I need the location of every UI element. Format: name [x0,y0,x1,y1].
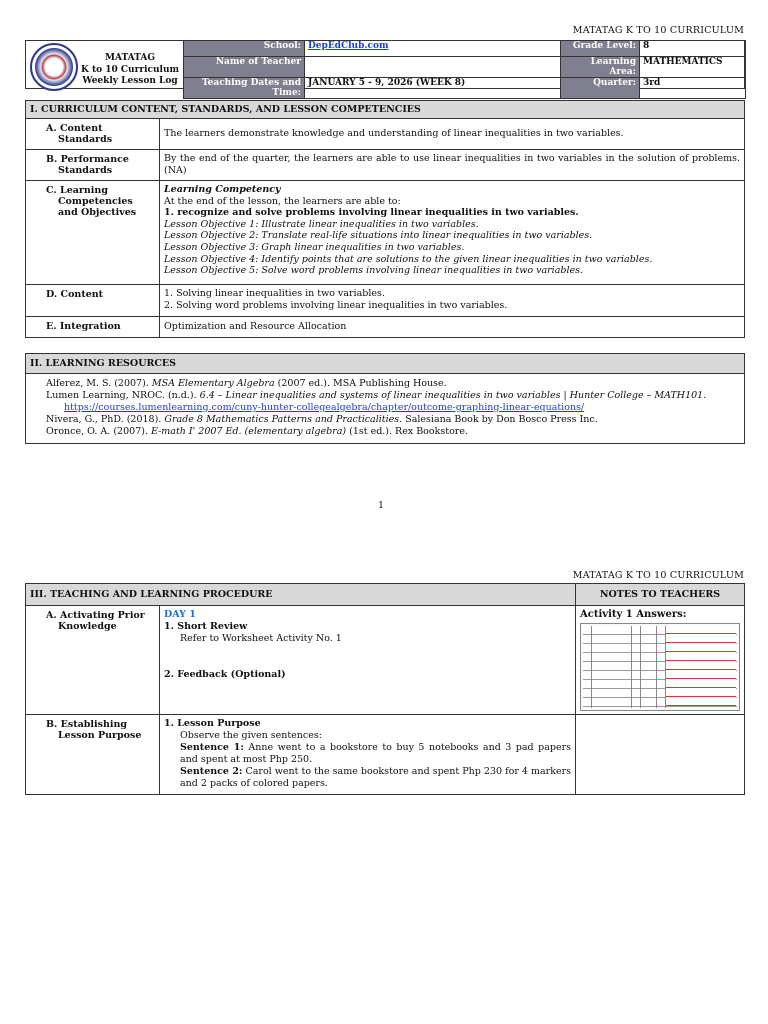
lesson-purpose-heading: 1. Lesson Purpose [164,717,261,729]
content-standards-label [26,119,160,150]
short-review: 1. Short Review [164,621,248,632]
answer-key-image [580,623,740,711]
lesson-objective-4: Lesson Objective 4: Identify points that are solutions to the given linear inequalities in two variables. [164,253,653,265]
sentence-2-label: Sentence 2: [180,765,243,777]
lesson-objective-2: Lesson Objective 2: Translate real-life situations into linear inequalities in two variables. [164,230,593,242]
resource-4-title: E-math I' 2007 Ed. (elementary algebra) [150,426,347,437]
section-3-table [25,583,745,795]
activating-cell [160,606,576,715]
competency-item: 1. recognize and solve problems involving linear inequalities in two variables. [164,207,579,219]
teacher-value [305,57,561,78]
competencies-label-line3: and Objectives [58,207,137,218]
resource-4 [46,426,740,438]
logo-title-line2: K to 10 Curriculum [80,64,180,75]
section-3-title: III. TEACHING AND LEARNING PROCEDURE [26,584,576,606]
section-1-title: I. CURRICULUM CONTENT, STANDARDS, AND LESSON COMPETENCIES [26,101,745,119]
performance-standards-label-line1: B. Performance [46,154,129,165]
resource-1-publisher: (2007 ed.). MSA Publishing House. [274,378,447,389]
integration-text: Optimization and Resource Allocation [160,317,745,338]
feedback-item: 2. Feedback (Optional) [164,669,286,680]
sentence-2 [164,766,571,790]
resource-3-author: Nivera, G., PhD. (2018). [46,414,165,425]
section-2-table [25,353,745,444]
area-label: Learning Area: [561,57,640,78]
deped-seal-icon [30,43,78,91]
content-item-2: 2. Solving word problems involving linear inequalities in two variables. [164,299,508,311]
resource-2-link-row[interactable] [46,402,740,414]
resource-3-publisher: . Salesiana Book by Don Bosco Press Inc. [399,414,598,425]
activating-label-line1: A. Activating Prior [46,610,145,621]
resource-2-author: Lumen Learning, NROC. (n.d.). [46,390,200,401]
quarter-value: 3rd [640,78,746,99]
performance-standards-label [26,150,160,181]
curriculum-tag: MATATAG K TO 10 CURRICULUM [572,25,744,36]
header-table [183,40,746,99]
day-label: DAY 1 [164,609,196,620]
content-cell [160,285,745,317]
resource-1 [46,378,740,390]
resource-4-publisher: (1st ed.). Rex Bookstore. [346,426,468,437]
competencies-label [26,181,160,285]
curriculum-tag-page-2: MATATAG K TO 10 CURRICULUM [572,570,744,581]
resources-cell [26,374,745,444]
establishing-cell [160,714,576,794]
content-item-1: 1. Solving linear inequalities in two variables. [164,288,385,299]
quarter-label: Quarter: [561,78,640,99]
teacher-label: Name of Teacher [184,57,305,78]
resource-2-title: 6.4 – Linear inequalities and systems of linear inequalities in two variables | Hunter College – MATH101. [199,390,707,401]
sentence-2-text: Carol went to the same bookstore and spent Php 230 for 4 markers and 2 packs of colored papers. [180,765,571,789]
competencies-label-line2: Competencies [58,196,133,207]
dates-value: JANUARY 5 - 9, 2026 (WEEK 8) [305,78,561,99]
grade-value: 8 [640,41,746,57]
notes-cell-a [576,606,745,715]
worksheet-ref: Refer to Worksheet Activity No. 1 [180,633,342,644]
school-value[interactable] [305,41,561,57]
resource-3 [46,414,740,426]
competency-heading: Learning Competency [164,184,281,195]
activating-label-line2: Knowledge [58,621,117,632]
notes-cell-b [576,714,745,794]
sentence-1 [164,742,571,766]
dates-label: Teaching Dates and Time: [184,78,305,99]
area-value: MATHEMATICS [640,57,746,78]
resource-2 [46,390,740,402]
sentence-1-text: Anne went to a bookstore to buy 5 notebooks and 3 pad papers and spent at most Php 250. [180,741,571,765]
integration-label: E. Integration [26,317,160,338]
establishing-label-line2: Lesson Purpose [58,729,142,741]
notes-title: NOTES TO TEACHERS [576,584,745,606]
sentence-1-label: Sentence 1: [180,741,244,753]
establishing-label-line1: B. Establishing [46,718,128,730]
activity-answers-heading: Activity 1 Answers: [580,609,687,620]
logo-title-line1: MATATAG [104,53,156,63]
resource-4-author: Oronce, O. A. (2007). [46,426,151,437]
lesson-objective-1: Lesson Objective 1: Illustrate linear inequalities in two variables. [164,218,479,230]
content-standards-text: The learners demonstrate knowledge and understanding of linear inequalities in two variables. [160,119,745,150]
section-2-title: II. LEARNING RESOURCES [26,354,745,374]
content-label: D. Content [26,285,160,317]
lesson-objective-3: Lesson Objective 3: Graph linear inequalities in two variables. [164,241,465,253]
resource-2-link[interactable]: https://courses.lumenlearning.com/cuny-hunter-collegealgebra/chapter/outcome-graphing-linear-equations/ [64,402,585,413]
grade-label: Grade Level: [561,41,640,57]
performance-standards-text: By the end of the quarter, the learners are able to use linear inequalities in two variables in the solution of problems. (NA) [160,150,745,181]
competencies-label-line1: C. Learning [46,185,108,196]
competency-intro: At the end of the lesson, the learners are able to: [164,195,401,207]
section-1-table [25,100,745,338]
content-standards-label-line1: A. Content [46,123,103,134]
school-link[interactable]: DepEdClub.com [308,41,389,51]
competencies-cell [160,181,745,285]
logo-title-line3: Weekly Lesson Log [82,76,178,86]
performance-standards-label-line2: Standards [58,165,113,176]
activating-label [26,606,160,715]
resource-1-title: MSA Elementary Algebra [151,378,275,389]
resource-1-author: Alferez, M. S. (2007). [46,378,152,389]
logo-title [78,53,182,88]
observe-text: Observe the given sentences: [180,729,322,741]
header-block [25,40,745,98]
establishing-label [26,714,160,794]
lesson-objective-5: Lesson Objective 5: Solve word problems involving linear inequalities in two variables. [164,265,583,277]
page-number: 1 [378,500,385,511]
resource-3-title: Grade 8 Mathematics Patterns and Practicalities [164,414,400,425]
content-standards-label-line2: Standards [58,134,113,145]
school-label: School: [184,41,305,57]
